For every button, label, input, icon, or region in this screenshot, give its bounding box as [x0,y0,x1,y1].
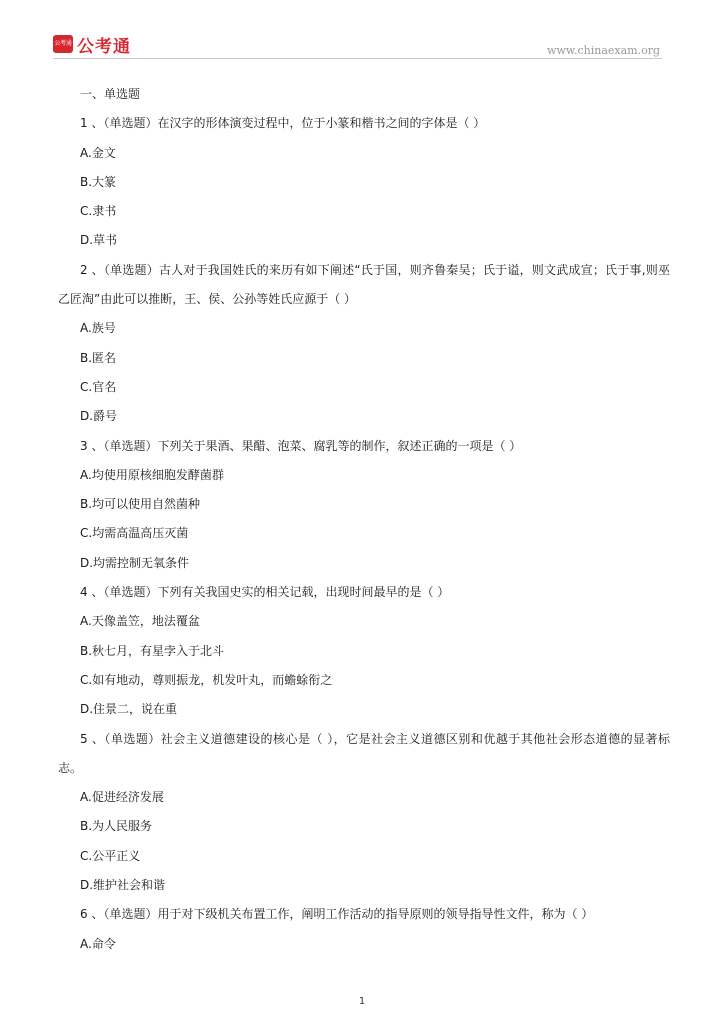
option-a: A.天像盖笠，地法覆盆 [80,614,200,629]
option-a: A.金文 [80,145,116,160]
page-number: 1 [358,996,366,1007]
question-5 [58,725,670,901]
question-1 [58,109,670,255]
option-a: A.均使用原核细胞发酵菌群 [80,467,224,482]
site-url: www.chinaexam.org [547,44,660,57]
option-b: B.秋七月，有星孛入于北斗 [80,643,225,658]
option-c: C.如有地动，尊则振龙，机发叶丸，而蟾蜍衔之 [80,672,333,687]
option-a: A.命令 [80,936,116,951]
logo [53,33,131,55]
option-c: C.均需高温高压灭菌 [80,526,189,541]
option-a: A.族号 [80,321,116,336]
option-d: D.草书 [80,233,118,248]
question-4 [58,578,670,724]
question-stem: 5 、（单选题）社会主义道德建设的核心是（ ），它是社会主义道德区别和优越于其他社会形态道德的显著标志。 [58,731,670,775]
question-6 [58,900,670,959]
option-b: B.匿名 [80,350,117,365]
page-header [0,0,724,60]
question-stem: 4 、（单选题）下列有关我国史实的相关记载，出现时间最早的是（ ） [80,585,450,600]
option-d: D.维护社会和谐 [80,878,166,893]
question-3 [58,432,670,578]
option-b: B.大篆 [80,174,117,189]
option-a: A.促进经济发展 [80,790,164,805]
option-d: D.均需控制无氧条件 [80,555,190,570]
question-stem: 1 、（单选题）在汉字的形体演变过程中，位于小篆和楷书之间的字体是（ ） [80,116,486,131]
logo-text: 公考通 [77,36,131,57]
option-c: C.隶书 [80,204,117,219]
logo-badge-icon: 公考通 [53,35,73,53]
option-d: D.爵号 [80,409,118,424]
section-title: 一、单选题 [80,87,141,101]
option-c: C.公平正义 [80,848,141,863]
option-c: C.官名 [80,379,117,394]
option-b: B.均可以使用自然菌种 [80,497,201,512]
question-2 [58,256,670,432]
document-body [58,80,670,959]
question-stem: 6 、（单选题）用于对下级机关布置工作，阐明工作活动的指导原则的领导指导性文件，称为（ ） [80,907,594,922]
question-stem: 3 、（单选题）下列关于果酒、果醋、泡菜、腐乳等的制作，叙述正确的一项是（ ） [80,438,522,453]
question-stem: 2 、（单选题）古人对于我国姓氏的来历有如下阐述“氏于国，则齐鲁秦吴；氏于谥，则文武成宣；氏于事,则巫乙匠淘”由此可以推断，王、侯、公孙等姓氏应源于（ ） [58,262,670,307]
header-divider [53,58,662,59]
option-d: D.住景二，说在重 [80,702,178,717]
option-b: B.为人民服务 [80,819,153,834]
